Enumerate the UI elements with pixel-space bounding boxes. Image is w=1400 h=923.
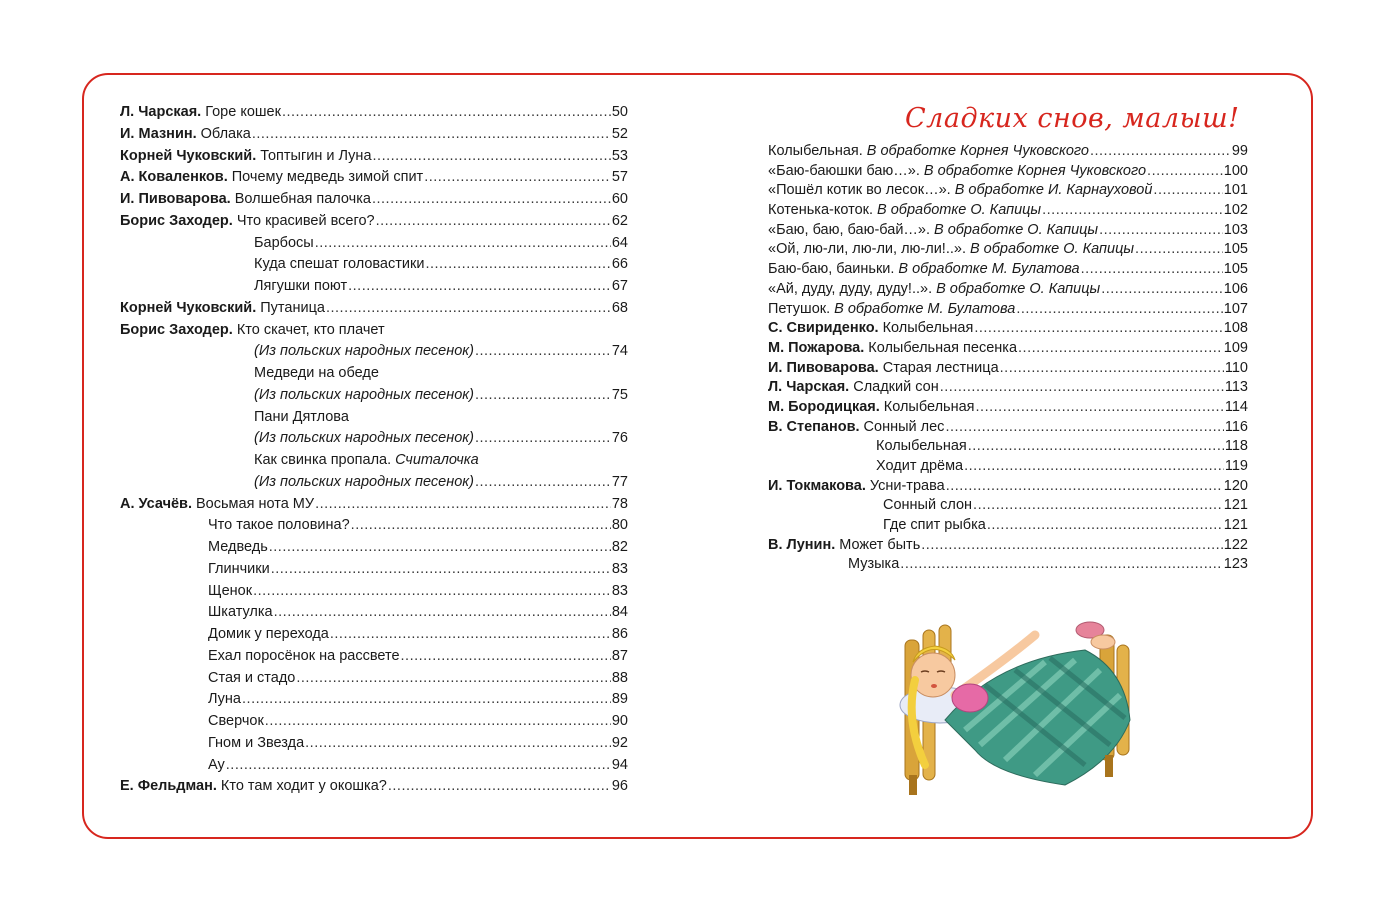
toc-title: «Баю-баюшки баю…».: [768, 162, 920, 179]
toc-page-number: 94: [611, 756, 628, 773]
toc-leader-dots: [315, 233, 611, 255]
toc-entry: [120, 472, 628, 494]
toc-leader-dots: [475, 428, 611, 450]
toc-leader-dots: [242, 689, 611, 711]
toc-entry: [120, 211, 628, 233]
toc-page-number: 60: [611, 191, 628, 207]
toc-leader-dots: [265, 711, 611, 733]
toc-page-number: 105: [1223, 261, 1248, 278]
toc-leader-dots: [373, 146, 611, 168]
toc-note: В обработке И. Карнауховой: [954, 182, 1153, 199]
toc-right-column: [768, 142, 1248, 575]
toc-author: А. Коваленков.: [120, 169, 228, 186]
toc-title: Сонный лес: [863, 418, 945, 435]
toc-leader-dots: [921, 536, 1223, 556]
toc-note: (Из польских народных песенок): [254, 386, 474, 403]
toc-title: Котенька-коток.: [768, 202, 874, 219]
toc-note: В обработке О. Капицы: [934, 221, 1099, 238]
toc-title: Барбосы: [254, 234, 314, 251]
toc-entry: [120, 559, 628, 581]
toc-title: Что такое половина?: [208, 517, 350, 534]
toc-entry: [120, 124, 628, 146]
toc-title: Стая и стадо: [208, 669, 296, 686]
sleeping-girl-in-bed-illustration: [885, 600, 1145, 805]
toc-note: В обработке Корнея Чуковского: [866, 143, 1089, 159]
toc-leader-dots: [1018, 339, 1223, 359]
toc-page-number: 83: [611, 560, 628, 577]
toc-title: «Ай, дуду, дуду, дуду!..».: [768, 280, 933, 297]
toc-entry: [120, 515, 628, 537]
toc-title: Может быть: [839, 536, 921, 553]
toc-author: Л. Чарская.: [768, 379, 850, 396]
toc-note: В обработке О. Капицы: [969, 241, 1135, 258]
toc-leader-dots: [974, 319, 1222, 339]
toc-page-number: 109: [1223, 339, 1248, 356]
toc-leader-dots: [973, 496, 1223, 516]
toc-author: И. Пивоварова.: [768, 359, 879, 376]
toc-leader-dots: [401, 646, 611, 668]
toc-note: В обработке О. Капицы: [936, 280, 1101, 297]
toc-page-number: 122: [1223, 536, 1248, 553]
toc-page-number: 118: [1224, 438, 1248, 455]
toc-page-number: 62: [611, 212, 628, 229]
toc-entry: [120, 537, 628, 559]
toc-title: Глинчики: [208, 560, 270, 577]
toc-entry: [120, 711, 628, 733]
toc-entry: [120, 689, 628, 711]
toc-page-number: 103: [1223, 221, 1248, 238]
toc-title: Гном и Звезда: [208, 734, 305, 751]
toc-leader-dots: [271, 559, 611, 581]
toc-page-number: 90: [611, 713, 628, 729]
toc-page-number: 66: [611, 256, 628, 273]
toc-entry: [768, 280, 1248, 300]
toc-entry: [120, 363, 628, 385]
toc-page-number: 75: [611, 386, 628, 403]
toc-leader-dots: [315, 494, 611, 516]
toc-author: Борис Заходер.: [120, 212, 233, 229]
toc-page-number: 106: [1223, 280, 1248, 297]
toc-author: Корней Чуковский.: [120, 299, 257, 316]
toc-title: «Ой, лю-ли, лю-ли, лю-ли!..».: [768, 241, 966, 258]
toc-leader-dots: [376, 211, 611, 233]
toc-entry: [120, 189, 628, 211]
toc-entry: [120, 385, 628, 407]
toc-entry: [120, 276, 628, 298]
toc-entry: [120, 167, 628, 189]
toc-title: Лягушки поют: [254, 278, 348, 294]
toc-entry: [768, 418, 1248, 438]
toc-title: Путаница: [260, 299, 325, 316]
toc-leader-dots: [945, 418, 1223, 438]
toc-title: Сверчок: [208, 713, 264, 729]
toc-title: Ау: [208, 756, 225, 773]
toc-author: И. Пивоварова.: [120, 191, 231, 207]
toc-leader-dots: [940, 378, 1224, 398]
toc-entry: [768, 457, 1248, 477]
toc-title: Восьмая нота МУ: [196, 495, 315, 512]
toc-author: В. Степанов.: [768, 418, 860, 435]
toc-title: Ходит дрёма: [876, 458, 964, 474]
toc-entry: [768, 300, 1248, 320]
toc-title: Куда спешат головастики: [254, 256, 425, 273]
toc-entry: [120, 102, 628, 124]
toc-title: Горе кошек: [205, 104, 281, 120]
toc-leader-dots: [475, 385, 611, 407]
toc-entry: [768, 496, 1248, 516]
toc-author: Л. Чарская.: [120, 104, 202, 120]
toc-entry: [768, 339, 1248, 359]
toc-entry: [120, 776, 628, 798]
toc-entry: [768, 319, 1248, 339]
toc-title: Медведь: [208, 539, 268, 555]
toc-entry: [120, 624, 628, 646]
toc-page-number: 114: [1224, 398, 1248, 415]
toc-entry: [120, 428, 628, 450]
toc-leader-dots: [269, 537, 611, 559]
toc-page-number: 121: [1223, 517, 1248, 534]
toc-page-number: 68: [611, 299, 628, 316]
toc-leader-dots: [968, 437, 1224, 457]
toc-leader-dots: [274, 602, 611, 624]
toc-entry: [768, 516, 1248, 536]
toc-title: Старая лестница: [882, 359, 999, 376]
toc-leader-dots: [946, 477, 1223, 497]
toc-page-number: 100: [1223, 162, 1248, 179]
toc-page-number: 50: [611, 104, 628, 120]
toc-page-number: 82: [611, 539, 628, 555]
toc-page-number: 57: [611, 169, 628, 186]
toc-title: Колыбельная песенка: [868, 339, 1018, 356]
toc-left-column: [120, 102, 628, 798]
toc-page-number: 52: [611, 125, 628, 142]
toc-leader-dots: [226, 755, 611, 777]
toc-title: Домик у перехода: [208, 626, 329, 642]
toc-entry: [768, 162, 1248, 182]
toc-page-number: 102: [1223, 202, 1248, 219]
toc-leader-dots: [296, 668, 611, 690]
toc-note: (Из польских народных песенок): [254, 473, 474, 490]
toc-entry: [768, 477, 1248, 497]
toc-page-number: 96: [611, 778, 628, 795]
toc-page-number: 86: [611, 626, 628, 642]
toc-page-number: 120: [1223, 477, 1248, 494]
toc-page-number: 119: [1224, 458, 1248, 474]
toc-page-number: 105: [1223, 241, 1248, 258]
toc-author: В. Лунин.: [768, 536, 836, 553]
toc-entry: [768, 221, 1248, 241]
toc-page-number: 99: [1231, 143, 1248, 159]
toc-entry: [120, 646, 628, 668]
toc-note: В обработке М. Булатова: [898, 261, 1080, 278]
toc-note: В обработке М. Булатова: [834, 300, 1016, 317]
toc-page-number: 53: [611, 147, 628, 164]
toc-note: Считалочка: [395, 452, 479, 468]
toc-page-number: 87: [611, 647, 628, 664]
toc-author: С. Свириденко.: [768, 320, 879, 337]
toc-title: Что красивей всего?: [236, 212, 375, 229]
toc-entry: [768, 398, 1248, 418]
toc-author: А. Усачёв.: [120, 495, 193, 512]
toc-author: Корней Чуковский.: [120, 147, 257, 164]
toc-leader-dots: [1016, 300, 1222, 320]
toc-author: Борис Заходер.: [120, 321, 233, 338]
toc-page-number: 78: [611, 495, 628, 512]
toc-entry: [120, 407, 628, 429]
toc-page-number: 77: [611, 473, 628, 490]
toc-title: Баю-баю, баиньки.: [768, 261, 895, 278]
toc-leader-dots: [388, 776, 611, 798]
toc-leader-dots: [305, 733, 611, 755]
toc-entry: [120, 668, 628, 690]
toc-leader-dots: [1081, 260, 1223, 280]
toc-title: Колыбельная: [876, 438, 967, 455]
toc-leader-dots: [1135, 240, 1223, 260]
toc-page-number: 123: [1223, 556, 1248, 573]
toc-leader-dots: [1153, 181, 1222, 201]
toc-title: «Пошёл котик во лесок…».: [768, 182, 951, 199]
toc-entry: [120, 146, 628, 168]
toc-page-number: 116: [1224, 418, 1248, 435]
toc-entry: [120, 298, 628, 320]
toc-page-number: 84: [611, 604, 628, 621]
toc-page-number: 67: [611, 278, 628, 294]
toc-leader-dots: [1090, 142, 1231, 162]
toc-entry: [120, 254, 628, 276]
toc-title: Колыбельная: [883, 398, 975, 415]
toc-entry: [120, 494, 628, 516]
toc-entry: [768, 437, 1248, 457]
toc-title: Музыка: [848, 556, 900, 573]
toc-entry: [768, 378, 1248, 398]
toc-leader-dots: [1147, 162, 1223, 182]
toc-title: Кто скачет, кто плачет: [236, 321, 385, 338]
toc-leader-dots: [282, 102, 611, 124]
toc-title: Щенок: [208, 582, 253, 599]
toc-note: В обработке Корнея Чуковского: [923, 162, 1147, 179]
toc-entry: [120, 320, 628, 342]
toc-page-number: 110: [1224, 359, 1248, 376]
toc-page-number: 64: [611, 234, 628, 251]
toc-page-number: 113: [1224, 379, 1248, 396]
toc-title: Как свинка пропала.: [254, 452, 392, 468]
toc-title: Почему медведь зимой спит: [231, 169, 424, 186]
toc-title: Сладкий сон: [853, 379, 939, 396]
toc-entry: [120, 602, 628, 624]
toc-leader-dots: [1101, 280, 1223, 300]
toc-page-number: 80: [611, 517, 628, 534]
toc-page-number: 83: [611, 582, 628, 599]
toc-leader-dots: [1042, 201, 1223, 221]
toc-title: Колыбельная: [882, 320, 974, 337]
toc-page-number: 74: [611, 343, 628, 360]
toc-author: И. Мазнин.: [120, 125, 197, 142]
toc-entry: [120, 341, 628, 363]
toc-title: «Баю, баю, баю-бай…».: [768, 221, 931, 238]
toc-entry: [120, 755, 628, 777]
toc-author: И. Токмакова.: [768, 477, 866, 494]
toc-page-number: 108: [1223, 320, 1248, 337]
toc-leader-dots: [976, 398, 1224, 418]
toc-title: Топтыгин и Луна: [260, 147, 372, 164]
toc-title: Шкатулка: [208, 604, 273, 621]
toc-title: Усни-трава: [869, 477, 945, 494]
toc-entry: [120, 733, 628, 755]
toc-title: Волшебная палочка: [234, 191, 371, 207]
toc-page-number: 89: [611, 691, 628, 708]
toc-leader-dots: [424, 167, 611, 189]
toc-author: М. Пожарова.: [768, 339, 865, 356]
toc-entry: [120, 581, 628, 603]
toc-author: Е. Фельдман.: [120, 778, 217, 795]
toc-title: Сонный слон: [883, 497, 973, 514]
toc-leader-dots: [1000, 359, 1224, 379]
toc-page-number: 92: [611, 734, 628, 751]
toc-leader-dots: [475, 472, 611, 494]
toc-title: Ехал поросёнок на рассвете: [208, 647, 400, 664]
toc-entry: [768, 240, 1248, 260]
toc-title: Колыбельная.: [768, 143, 863, 159]
toc-leader-dots: [1099, 221, 1223, 241]
toc-title: Облака: [200, 125, 251, 142]
toc-entry: [768, 142, 1248, 162]
toc-author: М. Бородицкая.: [768, 398, 880, 415]
toc-page-number: 76: [611, 430, 628, 447]
toc-leader-dots: [425, 254, 610, 276]
toc-page-number: 121: [1223, 497, 1248, 514]
toc-entry: [768, 201, 1248, 221]
toc-entry: [768, 260, 1248, 280]
toc-title: Пани Дятлова: [254, 408, 349, 425]
section-title: Сладких снов, малыш!: [905, 103, 1240, 134]
toc-leader-dots: [351, 515, 611, 537]
toc-note: (Из польских народных песенок): [254, 343, 474, 360]
toc-entry: [768, 536, 1248, 556]
toc-leader-dots: [330, 624, 611, 646]
toc-leader-dots: [372, 189, 611, 211]
toc-leader-dots: [475, 341, 611, 363]
toc-leader-dots: [964, 457, 1224, 477]
toc-entry: [120, 233, 628, 255]
toc-entry: [768, 181, 1248, 201]
toc-page-number: 88: [611, 669, 628, 686]
toc-entry: [120, 450, 628, 472]
toc-title: Луна: [208, 691, 242, 708]
toc-page-number: 101: [1223, 182, 1248, 199]
toc-leader-dots: [900, 555, 1223, 575]
toc-leader-dots: [253, 581, 611, 603]
toc-title: Кто там ходит у окошка?: [220, 778, 387, 795]
toc-leader-dots: [326, 298, 611, 320]
toc-title: Где спит рыбка: [883, 517, 986, 534]
toc-title: Медведи на обеде: [254, 365, 379, 381]
toc-entry: [768, 555, 1248, 575]
toc-title: Петушок.: [768, 300, 831, 317]
toc-page-number: 107: [1223, 300, 1248, 317]
toc-leader-dots: [348, 276, 611, 298]
toc-leader-dots: [987, 516, 1223, 536]
toc-leader-dots: [252, 124, 611, 146]
toc-entry: [768, 359, 1248, 379]
toc-note: В обработке О. Капицы: [877, 202, 1042, 219]
toc-note: (Из польских народных песенок): [254, 430, 474, 447]
